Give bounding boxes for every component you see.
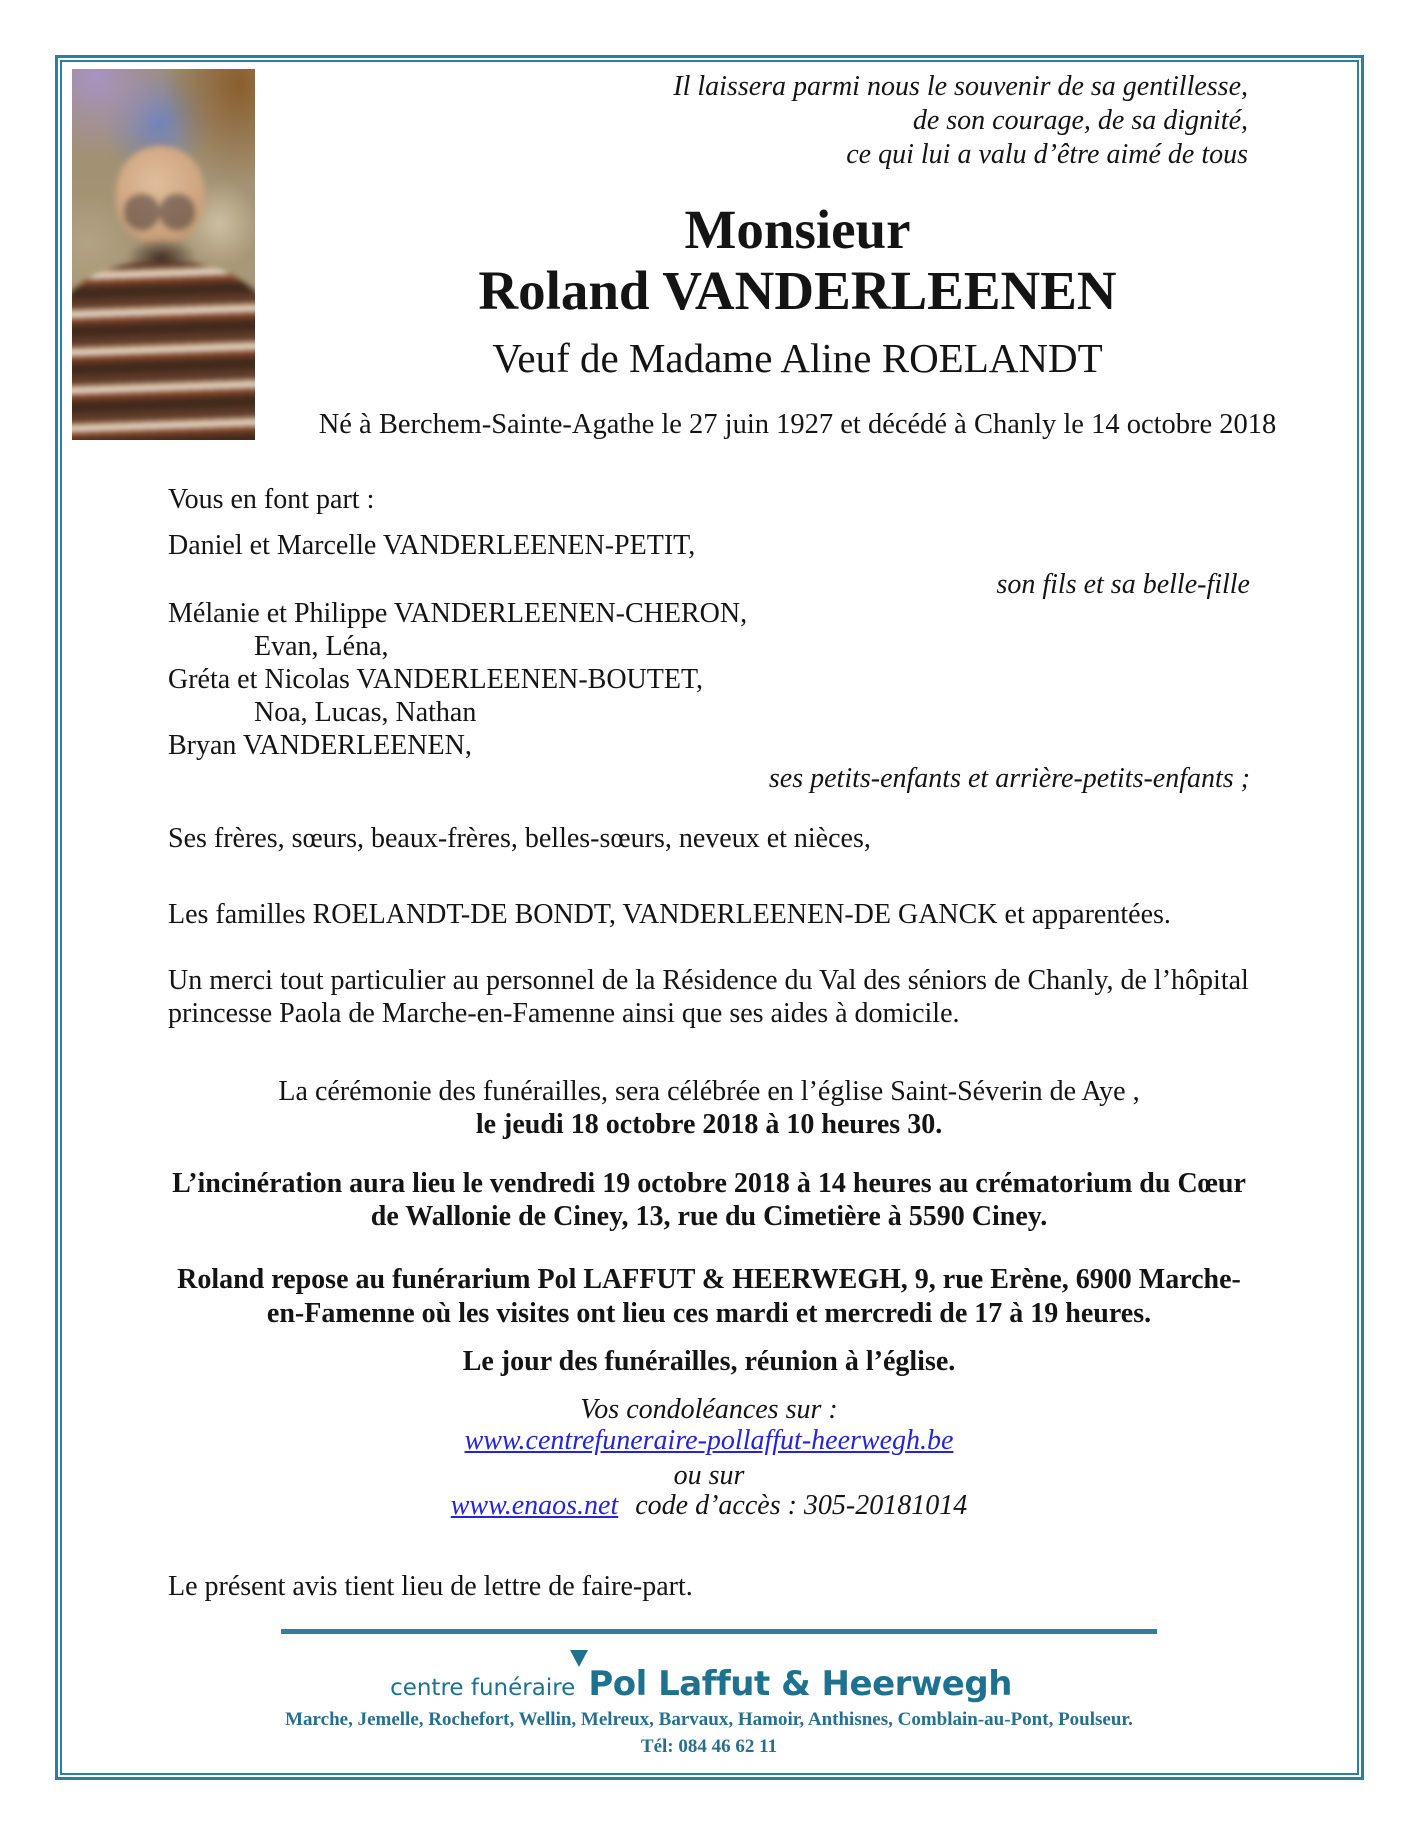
repose-block bbox=[168, 1263, 1250, 1331]
brand-name: Pol Laffut & Heerwegh bbox=[588, 1664, 1012, 1704]
grandchild-line: Bryan VANDERLEENEN, bbox=[168, 730, 472, 761]
cremation-block bbox=[168, 1167, 1250, 1233]
epitaph bbox=[673, 70, 1248, 172]
thanks-paragraph bbox=[168, 964, 1250, 1030]
birth-death-line: Né à Berchem-Sainte-Agathe le 27 juin 1927 et décédé à Chanly le 14 octobre 2018 bbox=[318, 409, 1277, 440]
condolences-or: ou sur bbox=[673, 1460, 745, 1491]
ceremony-block bbox=[168, 1075, 1250, 1141]
portrait-sweater bbox=[72, 262, 255, 440]
son-line: Daniel et Marcelle VANDERLEENEN-PETIT, bbox=[168, 530, 696, 561]
families-line: Les familles ROELANDT-DE BONDT, VANDERLEENEN-DE GANCK et apparentées. bbox=[168, 899, 1171, 930]
announcement-intro: Vous en font part : bbox=[168, 484, 375, 515]
cremation-line: L’incinération aura lieu le vendredi 19 octobre 2018 à 14 heures au crématorium du Cœur bbox=[172, 1168, 1246, 1199]
portrait-glasses bbox=[124, 189, 196, 235]
access-code-text: code d’accès : 305-20181014 bbox=[635, 1490, 968, 1521]
epitaph-line: ce qui lui a valu d’être aimé de tous bbox=[846, 139, 1248, 170]
locations-line: Marche, Jemelle, Rochefort, Wellin, Melreux, Barvaux, Hamoir, Anthisnes, Comblain-au-Pont, Poulseur. bbox=[285, 1709, 1133, 1730]
enaos-link[interactable]: www.enaos.net bbox=[450, 1490, 619, 1521]
son-caption: son fils et sa belle-fille bbox=[996, 569, 1250, 600]
siblings-line: Ses frères, sœurs, beaux-frères, belles-sœurs, neveux et nièces, bbox=[168, 823, 871, 854]
repose-line: Roland repose au funérarium Pol LAFFUT & HEERWEGH, 9, rue Erène, 6900 Marche- bbox=[177, 1264, 1241, 1295]
condolences-link-row bbox=[168, 1424, 1250, 1457]
grandchild-line: Gréta et Nicolas VANDERLEENEN-BOUTET, bbox=[168, 664, 703, 695]
portrait-photo bbox=[72, 69, 255, 440]
phone-line: Tél: 084 46 62 11 bbox=[640, 1736, 778, 1757]
condolences-enaos-row bbox=[168, 1489, 1250, 1522]
grandchildren-caption: ses petits-enfants et arrière-petits-enfants ; bbox=[768, 763, 1250, 794]
thanks-line: princesse Paola de Marche-en-Famenne ainsi que ses aides à domicile. bbox=[168, 998, 960, 1029]
funeral-home-logo bbox=[160, 1664, 1242, 1704]
heading-block bbox=[255, 200, 1340, 442]
footer-divider-rule bbox=[281, 1629, 1157, 1634]
epitaph-line: Il laissera parmi nous le souvenir de sa gentillesse, bbox=[673, 71, 1248, 102]
ceremony-date-line: le jeudi 18 octobre 2018 à 10 heures 30. bbox=[475, 1109, 943, 1140]
widower-line: Veuf de Madame Aline ROELANDT bbox=[492, 335, 1103, 381]
brand-prefix: centre funéraire bbox=[390, 1675, 576, 1701]
deceased-name: Roland VANDERLEENEN bbox=[478, 260, 1117, 321]
grandchild-line: Noa, Lucas, Nathan bbox=[254, 697, 477, 728]
closing-line: Le présent avis tient lieu de lettre de faire-part. bbox=[168, 1571, 693, 1602]
grandchild-line: Evan, Léna, bbox=[254, 631, 389, 662]
thanks-line: Un merci tout particulier au personnel de la Résidence du Val des séniors de Chanly, de l’hôpital bbox=[168, 965, 1249, 996]
down-triangle-icon bbox=[570, 1650, 588, 1667]
repose-line: en-Famenne où les visites ont lieu ces mardi et mercredi de 17 à 19 heures. bbox=[266, 1298, 1152, 1329]
ceremony-line: La cérémonie des funérailles, sera célébrée en l’église Saint-Séverin de Aye , bbox=[278, 1076, 1140, 1107]
portrait-photo-background bbox=[72, 69, 255, 440]
condolences-main-link[interactable]: www.centrefuneraire-pollaffut-heerwegh.be bbox=[464, 1425, 954, 1456]
title-monsieur: Monsieur bbox=[684, 199, 911, 260]
epitaph-line: de son courage, de sa dignité, bbox=[912, 105, 1248, 136]
reunion-line: Le jour des funérailles, réunion à l’église. bbox=[462, 1346, 956, 1377]
grandchild-line: Mélanie et Philippe VANDERLEENEN-CHERON, bbox=[168, 598, 748, 629]
cremation-line: de Wallonie de Ciney, 13, rue du Cimetière à 5590 Ciney. bbox=[370, 1201, 1048, 1232]
condolences-intro: Vos condoléances sur : bbox=[580, 1394, 838, 1425]
